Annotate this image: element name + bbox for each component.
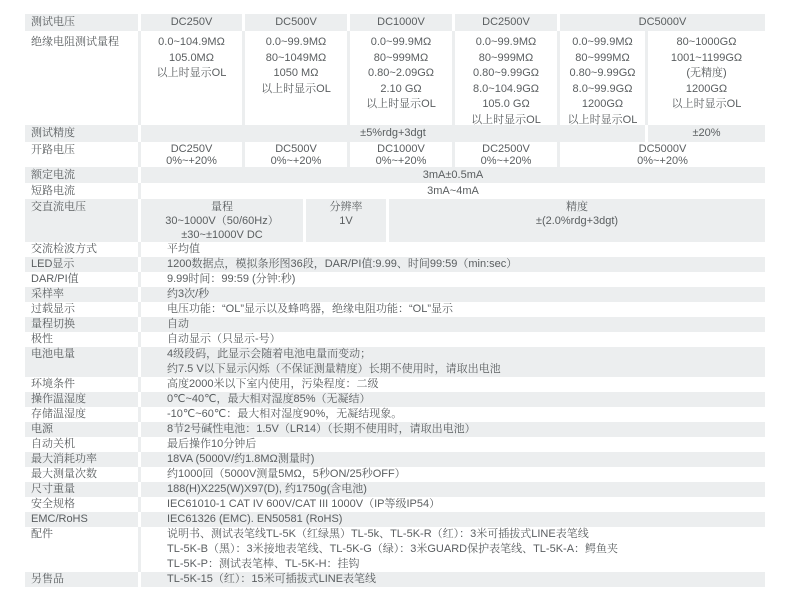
ocv-voltage: DC5000V: [638, 143, 687, 155]
ocv-voltage: DC500V: [275, 143, 317, 155]
spec-row-overload-display: [25, 302, 765, 317]
ocv-cell-dc2500v: [455, 142, 557, 167]
spec-row-value: [141, 422, 765, 437]
range-line: 0.80~9.99GΩ: [569, 67, 636, 79]
ocv-voltage: DC250V: [170, 143, 213, 155]
range-line: 0.0~99.9MΩ: [572, 36, 633, 48]
range-line: 0.0~99.9MΩ: [475, 36, 537, 48]
spec-row-environment: [25, 377, 765, 392]
ocv-tolerance: 0%~+20%: [480, 155, 532, 167]
spec-row-dimensions-weight: [25, 482, 765, 497]
row-data: [141, 31, 765, 125]
acdc-range-title: 量程: [211, 201, 233, 213]
spec-value-line: 约7.5 V以下显示闪烁（不保证测量精度）长期不使用时，请取出电池: [167, 363, 501, 375]
spec-row-label: 安全规格: [25, 497, 138, 512]
spec-row-label: 电源: [25, 422, 138, 437]
spec-value-line: IEC61326 (EMC). EN50581 (RoHS): [167, 513, 343, 525]
spec-value-line: 8节2号碱性电池：1.5V（LR14）（长期不使用时，请取出电池）: [167, 423, 476, 435]
spec-value-line: TL-5K-15（红）：15米可插拔式LINE表笔线: [167, 573, 377, 585]
row-data: [141, 142, 765, 167]
row-data: [141, 497, 765, 512]
spec-row-label: 极性: [25, 332, 138, 347]
spec-value-line: 最后操作10分钟后: [167, 438, 257, 450]
row-short-circuit-current: [25, 183, 765, 199]
ocv-cell-dc5000v: [560, 142, 765, 167]
spec-row-label: DAR/PI值: [25, 272, 138, 287]
spec-row-value: [141, 302, 765, 317]
spec-row-value: [141, 437, 765, 452]
spec-row-battery-level: [25, 347, 765, 377]
row-data: [141, 347, 765, 377]
spec-value-line: 18VA (5000V/约1.8MΩ测量时): [167, 453, 315, 465]
spec-row-label: 最大消耗功率: [25, 452, 138, 467]
ocv-tolerance: 0%~+20%: [166, 155, 217, 167]
spec-row-max-measurements: [25, 467, 765, 482]
ocv-tolerance: 0%~+20%: [375, 155, 427, 167]
row-label: 开路电压: [25, 142, 138, 167]
row-data: [141, 332, 765, 347]
spec-row-value: [141, 467, 765, 482]
row-data: [141, 287, 765, 302]
spec-row-range-switching: [25, 317, 765, 332]
spec-row-label: EMC/RoHS: [25, 512, 138, 527]
spec-row-value: [141, 452, 765, 467]
spec-value-line: 4级段码，此显示会随着电池电量而变动；: [167, 348, 372, 360]
row-rated-current: [25, 167, 765, 183]
range-line: 80~999MΩ: [478, 51, 534, 64]
ocv-voltage: DC2500V: [482, 143, 530, 155]
short-circuit-current-value: 3mA~4mA: [141, 183, 765, 199]
spec-row-label: 尺寸重量: [25, 482, 138, 497]
spec-row-ac-detection: [25, 242, 765, 257]
row-data: [141, 183, 765, 199]
row-data: [141, 437, 765, 452]
range-line: 1200GΩ: [685, 82, 728, 95]
row-label: 额定电流: [25, 167, 138, 183]
spec-row-value: [141, 572, 765, 587]
spec-value-line: 电压功能：“OL”显示以及蜂鸣器，绝缘电阻功能：“OL”显示: [167, 303, 453, 315]
row-data: [141, 422, 765, 437]
row-data: [141, 512, 765, 527]
range-line: 80~1000GΩ: [676, 36, 737, 48]
row-label: 短路电流: [25, 183, 138, 199]
range-line: 以上时显示OL: [366, 98, 436, 110]
column-header-dc1000v: DC1000V: [350, 14, 452, 31]
row-data: [141, 482, 765, 497]
spec-row-label: 量程切换: [25, 317, 138, 332]
spec-row-auto-power-off: [25, 437, 765, 452]
row-data: [141, 199, 765, 242]
spec-row-sampling-rate: [25, 287, 765, 302]
spec-value-line: TL-5K-P：测试表笔棒、TL-5K-H：挂钩: [167, 558, 360, 570]
row-data: [141, 125, 765, 142]
row-label: 测试精度: [25, 125, 138, 142]
spec-value-line: IEC61010-1 CAT IV 600V/CAT III 1000V（IP等级IP54）: [167, 498, 441, 510]
row-data: [141, 527, 765, 572]
row-ac-dc-voltage: [25, 199, 765, 242]
range-line: 以上时显示OL: [261, 82, 331, 95]
range-cell-dc5000v-main: [560, 31, 645, 125]
spec-row-polarity: [25, 332, 765, 347]
acdc-resolution-cell: [306, 199, 386, 242]
spec-row-storage-temp: [25, 407, 765, 422]
range-line: 0.0~104.9MΩ: [158, 36, 225, 48]
row-data: [141, 467, 765, 482]
spec-value-line: 1200数据点，模拟条形图36段，DAR/PI值:9.99、时间99:59（min:sec）: [167, 258, 518, 270]
spec-row-label: 环境条件: [25, 377, 138, 392]
spec-row-value: [141, 257, 765, 272]
row-data: [141, 572, 765, 587]
spec-row-accessories: [25, 527, 765, 572]
row-data: [141, 257, 765, 272]
range-line: 80~1049MΩ: [265, 51, 327, 64]
row-data: [141, 302, 765, 317]
spec-row-value: [141, 287, 765, 302]
acdc-resolution-title: 分辨率: [329, 201, 363, 213]
spec-row-power-supply: [25, 422, 765, 437]
spec-row-value: [141, 347, 765, 377]
spec-value-line: 自动: [167, 318, 189, 330]
spec-row-value: [141, 497, 765, 512]
spec-value-line: 自动显示（只显示-号）: [167, 333, 281, 345]
range-line: 80~999MΩ: [575, 51, 630, 64]
rated-current-value: 3mA±0.5mA: [141, 167, 765, 183]
row-data: [141, 452, 765, 467]
spec-row-value: [141, 272, 765, 287]
accuracy-extended-cell: ±20%: [648, 125, 765, 142]
ocv-cell-dc1000v: [350, 142, 452, 167]
acdc-range-line: 30~1000V（50/60Hz）: [165, 215, 279, 227]
spec-row-max-power-consumption: [25, 452, 765, 467]
range-cell-dc5000v-extended: [648, 31, 765, 125]
spec-row-label: 自动关机: [25, 437, 138, 452]
column-header-dc2500v: DC2500V: [455, 14, 557, 31]
spec-row-value: [141, 407, 765, 422]
spec-table: [25, 14, 765, 587]
accuracy-main-cell: ±5%rdg+3dgt: [141, 125, 645, 142]
spec-value-line: 188(H)X225(W)X97(D), 约1750g(含电池): [167, 483, 367, 495]
spec-value-line: -10℃~60℃：最大相对湿度90%，无凝结现象。: [167, 408, 403, 420]
range-line: 8.0~104.9GΩ: [472, 82, 540, 95]
spec-row-value: [141, 317, 765, 332]
spec-row-label: 另售品: [25, 572, 138, 587]
range-line: 1050 MΩ: [273, 67, 319, 79]
row-test-accuracy: [25, 125, 765, 142]
spec-value-line: 约1000回（5000V测量5MΩ，5秒ON/25秒OFF）: [167, 468, 406, 480]
range-line: 1001~1199GΩ: [670, 51, 743, 64]
range-line: 8.0~99.9GΩ: [572, 82, 633, 95]
spec-row-label: 过载显示: [25, 302, 138, 317]
spec-row-label: 电池电量: [25, 347, 138, 377]
range-line: 105.0MΩ: [169, 51, 214, 64]
spec-row-label: 配件: [25, 527, 138, 572]
spec-row-led-display: [25, 257, 765, 272]
spec-row-value: [141, 392, 765, 407]
spec-row-value: [141, 512, 765, 527]
acdc-range-line: ±30~±1000V DC: [181, 229, 263, 241]
spec-row-emc-rohs: [25, 512, 765, 527]
row-data: [141, 167, 765, 183]
spec-row-label: 交流检波方式: [25, 242, 138, 257]
ocv-tolerance: 0%~+20%: [637, 155, 688, 167]
spec-row-dar-pi: [25, 272, 765, 287]
range-line: 0.80~2.09GΩ: [367, 67, 435, 79]
row-data: [141, 14, 765, 31]
acdc-range-cell: [141, 199, 303, 242]
spec-row-safety-standards: [25, 497, 765, 512]
range-cell-dc500v: [245, 31, 347, 125]
spec-value-line: 说明书、测试表笔线TL-5K（红绿黑）TL-5k、TL-5K-R（红）：3米可插拔式LINE表笔线: [167, 528, 589, 540]
range-line: 0.0~99.9MΩ: [370, 36, 432, 48]
spec-row-value: [141, 332, 765, 347]
range-line: 0.0~99.9MΩ: [265, 36, 327, 48]
ocv-tolerance: 0%~+20%: [270, 155, 322, 167]
range-line: 以上时显示OL: [471, 113, 541, 126]
spec-row-label: 存储温湿度: [25, 407, 138, 422]
acdc-accuracy-value: ±(2.0%rdg+3dgt): [535, 215, 619, 227]
spec-value-line: 高度2000米以下室内使用，污染程度：二级: [167, 378, 379, 390]
range-line: 105.0 GΩ: [482, 98, 530, 110]
spec-row-operating-temp: [25, 392, 765, 407]
row-data: [141, 242, 765, 257]
row-open-circuit-voltage: [25, 142, 765, 167]
acdc-resolution-value: 1V: [339, 215, 353, 227]
row-resistance-range: [25, 31, 765, 125]
row-label: 绝缘电阻测试量程: [25, 31, 138, 125]
column-header-dc250v: DC250V: [141, 14, 242, 31]
range-line: 以上时显示OL: [567, 113, 638, 126]
spec-row-label: LED显示: [25, 257, 138, 272]
row-test-voltage: [25, 14, 765, 31]
spec-row-label: 采样率: [25, 287, 138, 302]
range-cell-dc1000v: [350, 31, 452, 125]
spec-value-line: 0℃~40℃，最大相对湿度85%（无凝结）: [167, 393, 371, 405]
acdc-accuracy-title: 精度: [566, 201, 588, 213]
spec-row-sold-separately: [25, 572, 765, 587]
spec-value-line: TL-5K-B（黑）：3米接地表笔线、TL-5K-G（绿）：3米GUARD保护表笔线、TL-5K-A：鳄鱼夹: [167, 543, 619, 555]
range-line: (无精度): [686, 67, 727, 79]
row-label: 交直流电压: [25, 199, 138, 242]
ocv-cell-dc250v: [141, 142, 242, 167]
spec-row-value: [141, 482, 765, 497]
range-line: 以上时显示OL: [156, 67, 227, 79]
range-line: 0.80~9.99GΩ: [472, 67, 540, 79]
row-data: [141, 317, 765, 332]
row-data: [141, 392, 765, 407]
spec-row-value: [141, 242, 765, 257]
ocv-cell-dc500v: [245, 142, 347, 167]
column-header-dc500v: DC500V: [245, 14, 347, 31]
range-cell-dc5000v: [560, 31, 765, 125]
spec-value-line: 9.99时间：99:59 (分钟:秒): [167, 273, 296, 285]
range-cell-dc250v: [141, 31, 242, 125]
spec-row-value: [141, 377, 765, 392]
spec-value-line: 约3次/秒: [167, 288, 210, 300]
acdc-accuracy-cell: [389, 199, 765, 242]
range-line: 1200GΩ: [581, 98, 624, 110]
row-label: 测试电压: [25, 14, 138, 31]
spec-row-value: [141, 527, 765, 572]
row-data: [141, 272, 765, 287]
spec-row-label: 操作温湿度: [25, 392, 138, 407]
range-line: 以上时显示OL: [671, 98, 742, 110]
spec-value-line: 平均值: [167, 243, 200, 255]
range-cell-dc2500v: [455, 31, 557, 125]
row-data: [141, 407, 765, 422]
column-header-dc5000v: DC5000V: [560, 14, 765, 31]
range-line: 80~999MΩ: [373, 51, 429, 64]
spec-row-label: 最大测量次数: [25, 467, 138, 482]
ocv-voltage: DC1000V: [377, 143, 425, 155]
row-data: [141, 377, 765, 392]
range-line: 2.10 GΩ: [380, 82, 422, 95]
